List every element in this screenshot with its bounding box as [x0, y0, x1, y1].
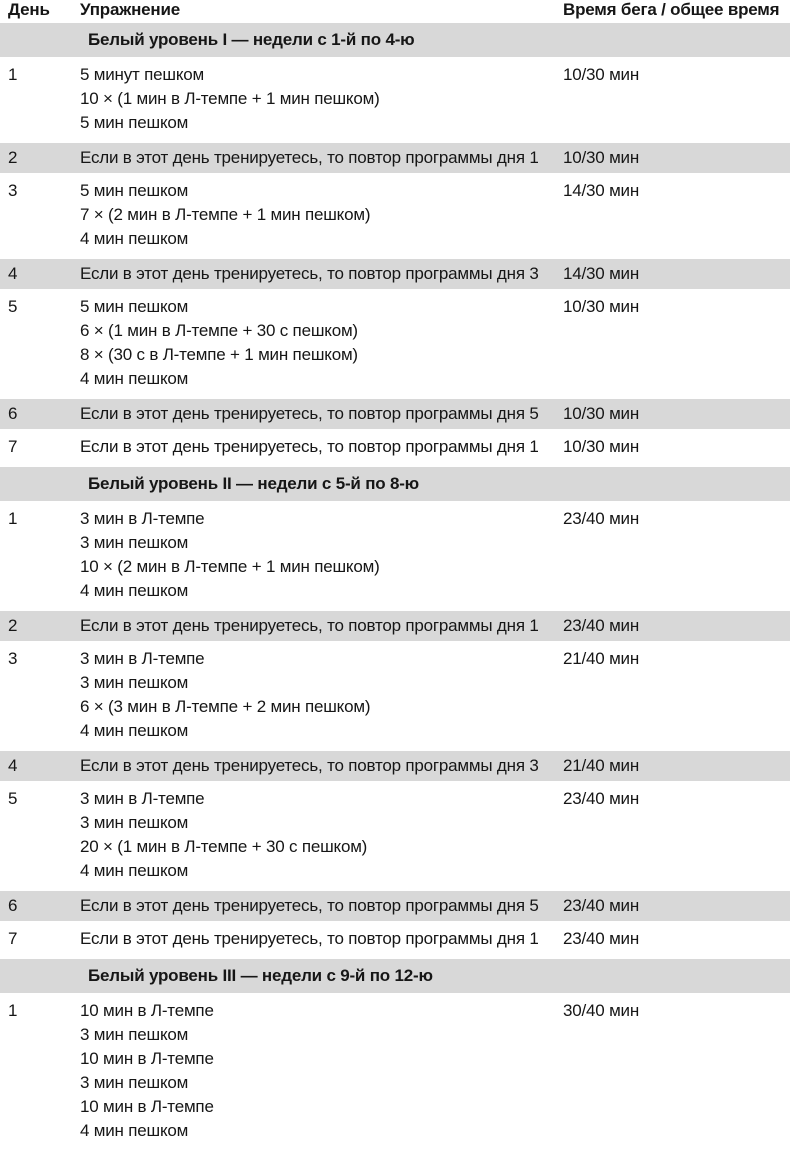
table-row	[0, 57, 790, 143]
exercise-cell	[80, 289, 555, 399]
day-cell: 1	[8, 65, 18, 84]
exercise-line: Если в этот день тренируетесь, то повтор программы дня 1	[80, 929, 539, 948]
day-cell: 2	[0, 143, 80, 173]
day-cell: 1	[8, 509, 18, 528]
exercise-cell	[80, 921, 555, 959]
table-row	[0, 399, 790, 429]
exercise-line: 10 мин в Л-темпе	[80, 1097, 214, 1116]
time-cell: 10/30 мин	[563, 297, 640, 316]
time-cell: 10/30 мин	[555, 399, 790, 429]
time-cell: 10/30 мин	[555, 143, 790, 173]
exercise-cell	[80, 891, 555, 921]
table-row	[0, 143, 790, 173]
exercise-line: 10 мин в Л-темпе	[80, 1001, 214, 1020]
column-header-time: Время бега / общее время	[563, 0, 780, 19]
time-cell: 21/40 мин	[563, 649, 640, 668]
exercise-line: 4 мин пешком	[80, 581, 189, 600]
time-cell: 10/30 мин	[563, 437, 640, 456]
exercise-line: 5 мин пешком	[80, 181, 189, 200]
day-cell: 1	[8, 1001, 18, 1020]
day-cell: 7	[8, 929, 18, 948]
header-row	[0, 0, 790, 23]
day-cell: 5	[8, 789, 18, 808]
exercise-line: 3 мин пешком	[80, 1073, 189, 1092]
table-row	[0, 429, 790, 467]
exercise-cell	[80, 399, 555, 429]
table-row	[0, 173, 790, 259]
exercise-line: 4 мин пешком	[80, 369, 189, 388]
table-row	[0, 891, 790, 921]
exercise-line: 5 мин пешком	[80, 113, 189, 132]
day-cell: 2	[0, 611, 80, 641]
time-cell: 23/40 мин	[555, 611, 790, 641]
time-cell: 23/40 мин	[555, 891, 790, 921]
exercise-line: 4 мин пешком	[80, 721, 189, 740]
exercise-line: 3 мин пешком	[80, 533, 189, 552]
exercise-line: 3 мин пешком	[80, 673, 189, 692]
exercise-line: Если в этот день тренируетесь, то повтор программы дня 1	[80, 148, 539, 167]
exercise-cell	[80, 143, 555, 173]
section-title: Белый уровень I — недели с 1-й по 4-ю	[0, 23, 790, 57]
exercise-cell	[80, 641, 555, 751]
exercise-line: 8 × (30 с в Л-темпе + 1 мин пешком)	[80, 345, 358, 364]
table-row	[0, 501, 790, 611]
exercise-line: 10 мин в Л-темпе	[80, 1049, 214, 1068]
time-cell: 23/40 мин	[563, 929, 640, 948]
exercise-line: 4 мин пешком	[80, 1121, 189, 1140]
exercise-cell	[80, 259, 555, 289]
table-header	[0, 0, 790, 23]
table-body	[0, 23, 790, 1151]
time-cell: 10/30 мин	[563, 65, 640, 84]
table-row	[0, 751, 790, 781]
day-cell: 5	[8, 297, 18, 316]
column-header-exercise: Упражнение	[80, 0, 180, 19]
exercise-cell	[80, 173, 555, 259]
table-row	[0, 289, 790, 399]
exercise-line: 10 × (2 мин в Л-темпе + 1 мин пешком)	[80, 557, 380, 576]
exercise-line: Если в этот день тренируетесь, то повтор программы дня 1	[80, 437, 539, 456]
time-cell: 21/40 мин	[555, 751, 790, 781]
exercise-cell	[80, 781, 555, 891]
table-row	[0, 641, 790, 751]
exercise-line: Если в этот день тренируетесь, то повтор программы дня 5	[80, 896, 539, 915]
exercise-line: 3 мин в Л-темпе	[80, 649, 205, 668]
exercise-line: 4 мин пешком	[80, 229, 189, 248]
column-header-day: День	[8, 0, 50, 19]
day-cell: 3	[8, 181, 18, 200]
exercise-line: 6 × (1 мин в Л-темпе + 30 с пешком)	[80, 321, 358, 340]
time-cell: 14/30 мин	[563, 181, 640, 200]
section-header-row	[0, 959, 790, 993]
day-cell: 7	[8, 437, 18, 456]
time-cell: 23/40 мин	[563, 509, 640, 528]
exercise-line: 3 мин в Л-темпе	[80, 789, 205, 808]
exercise-line: Если в этот день тренируетесь, то повтор программы дня 5	[80, 404, 539, 423]
exercise-cell	[80, 751, 555, 781]
time-cell: 23/40 мин	[563, 789, 640, 808]
day-cell: 3	[8, 649, 18, 668]
exercise-line: Если в этот день тренируетесь, то повтор программы дня 3	[80, 756, 539, 775]
exercise-line: 5 мин пешком	[80, 297, 189, 316]
exercise-line: Если в этот день тренируетесь, то повтор программы дня 1	[80, 616, 539, 635]
exercise-line: 10 × (1 мин в Л-темпе + 1 мин пешком)	[80, 89, 380, 108]
section-header-row	[0, 467, 790, 501]
exercise-line: Если в этот день тренируетесь, то повтор программы дня 3	[80, 264, 539, 283]
table-row	[0, 993, 790, 1151]
exercise-line: 3 мин в Л-темпе	[80, 509, 205, 528]
section-header-row	[0, 23, 790, 57]
day-cell: 6	[0, 891, 80, 921]
exercise-line: 7 × (2 мин в Л-темпе + 1 мин пешком)	[80, 205, 371, 224]
exercise-line: 3 мин пешком	[80, 1025, 189, 1044]
exercise-line: 3 мин пешком	[80, 813, 189, 832]
table-row	[0, 921, 790, 959]
section-title: Белый уровень III — недели с 9-й по 12-ю	[0, 959, 790, 993]
exercise-line: 4 мин пешком	[80, 861, 189, 880]
time-cell: 30/40 мин	[563, 1001, 640, 1020]
section-title: Белый уровень II — недели с 5-й по 8-ю	[0, 467, 790, 501]
time-cell: 14/30 мин	[555, 259, 790, 289]
exercise-cell	[80, 501, 555, 611]
exercise-cell	[80, 611, 555, 641]
table-row	[0, 611, 790, 641]
exercise-line: 20 × (1 мин в Л-темпе + 30 с пешком)	[80, 837, 368, 856]
exercise-line: 5 минут пешком	[80, 65, 205, 84]
table-row	[0, 781, 790, 891]
table-row	[0, 259, 790, 289]
exercise-cell	[80, 429, 555, 467]
exercise-line: 6 × (3 мин в Л-темпе + 2 мин пешком)	[80, 697, 371, 716]
day-cell: 4	[0, 259, 80, 289]
exercise-cell	[80, 57, 555, 143]
exercise-cell	[80, 993, 555, 1151]
day-cell: 6	[0, 399, 80, 429]
day-cell: 4	[0, 751, 80, 781]
